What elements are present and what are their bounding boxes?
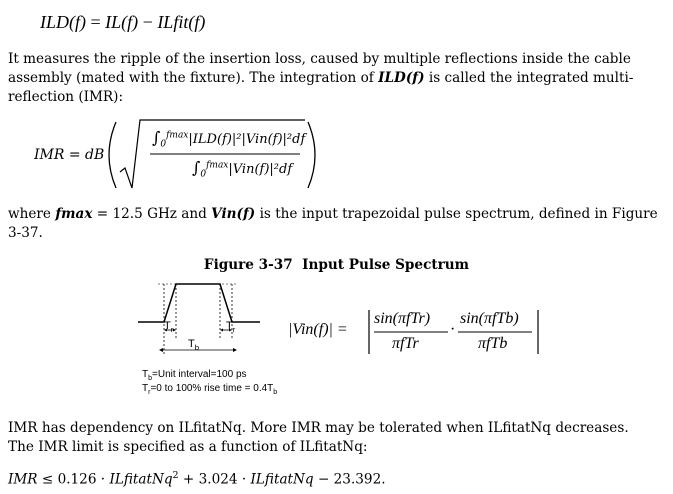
integral-lower-2: 0 [200, 169, 207, 180]
integral-upper: fmax [166, 130, 189, 141]
figure-note-tr [142, 383, 277, 396]
imr-equation [34, 118, 334, 192]
note2-mid: =0 to 100% rise time = 0.4T [150, 383, 274, 394]
note1-pre: T [142, 369, 149, 380]
vin-formula [288, 308, 548, 358]
para1-ild: ILD(f) [378, 70, 425, 86]
tb-label [188, 338, 199, 352]
limit-tail: − 23.392. [313, 471, 386, 488]
paragraph-imr-dependency [8, 419, 668, 457]
tr-label-right [226, 320, 235, 334]
para2-vin: Vin(f) [211, 206, 256, 222]
tr-label-left [164, 320, 173, 334]
vin-den1: πfTr [392, 335, 419, 352]
ild-eq: = [86, 12, 106, 32]
para1-text2: is called the integrated multi-reflection (IMR): [8, 70, 634, 105]
integral-lower: 0 [160, 139, 167, 150]
limit-le: ≤ 0.126 · [37, 471, 110, 488]
limit-var2: ILfitatNq [250, 471, 314, 488]
note1-sub: b [148, 375, 153, 382]
ild-minus: − [138, 12, 158, 32]
note2-sub: r [148, 389, 151, 396]
figure-caption: Figure 3-37 Input Pulse Spectrum [203, 257, 470, 273]
tr-label-left-sub: r [170, 325, 174, 335]
tb-label-t: T [188, 338, 195, 350]
vin-dot: · [450, 321, 456, 338]
vin-num2: sin(πfTb) [460, 310, 519, 327]
limit-mid: + 3.024 · [178, 471, 251, 488]
para3-line1: IMR has dependency on ILfitatNq. More IMR may be tolerated when ILfitatNq decreases. [8, 420, 629, 436]
ild-equation [40, 12, 205, 33]
ild-ilfit: ILfit(f) [157, 12, 206, 32]
tr-label-right-sub: r [232, 325, 236, 335]
ild-lhs: ILD(f) [40, 12, 86, 32]
limit-sq: 2 [172, 470, 179, 481]
integral-symbol-2: ∫ [192, 158, 201, 177]
limit-lhs: IMR [8, 471, 38, 488]
paragraph-fmax [8, 205, 663, 243]
vin-lhs: |Vin(f)| = [288, 321, 348, 338]
para3-line2: The IMR limit is specified as a function of ILfitatNq: [8, 439, 368, 455]
para2-fmax: fmax [55, 206, 93, 222]
imr-den-integral [192, 158, 292, 180]
note1-post: =Unit interval=100 ps [152, 369, 247, 380]
vin-den2: πfTb [478, 335, 508, 352]
note2-sub2: b [273, 389, 278, 396]
limit-var1: ILfitatNq [109, 471, 173, 488]
imr-limit-equation [8, 470, 386, 488]
note2-pre: T [142, 383, 149, 394]
imr-lhs: IMR = dB [34, 147, 105, 163]
para2-text1: where [8, 206, 56, 222]
tr-label-left-t: T [164, 320, 171, 332]
tr-label-right-t: T [226, 320, 233, 332]
integral-symbol: ∫ [152, 128, 161, 147]
pulse-diagram [136, 280, 276, 362]
ild-il: IL(f) [105, 12, 139, 32]
para2-text2: = 12.5 GHz and [92, 206, 212, 222]
imr-numerator: |ILD(f)|²|Vin(f)|²df [188, 132, 306, 147]
figure-note-tb [142, 369, 247, 382]
imr-denominator: |Vin(f)|²df [228, 162, 293, 177]
paragraph-imr-intro [8, 50, 658, 107]
para2-text3: is the input trapezoidal pulse spectrum, defined in Figure 3-37. [8, 206, 658, 241]
integral-upper-2: fmax [206, 160, 229, 171]
tb-label-sub: b [194, 343, 200, 353]
para1-text1: It measures the ripple of the insertion loss, caused by multiple reflections inside the cable assembly (mated with the fixture). The integration of [8, 51, 631, 86]
imr-num-integral [152, 128, 305, 150]
vin-num1: sin(πfTr) [374, 310, 431, 327]
